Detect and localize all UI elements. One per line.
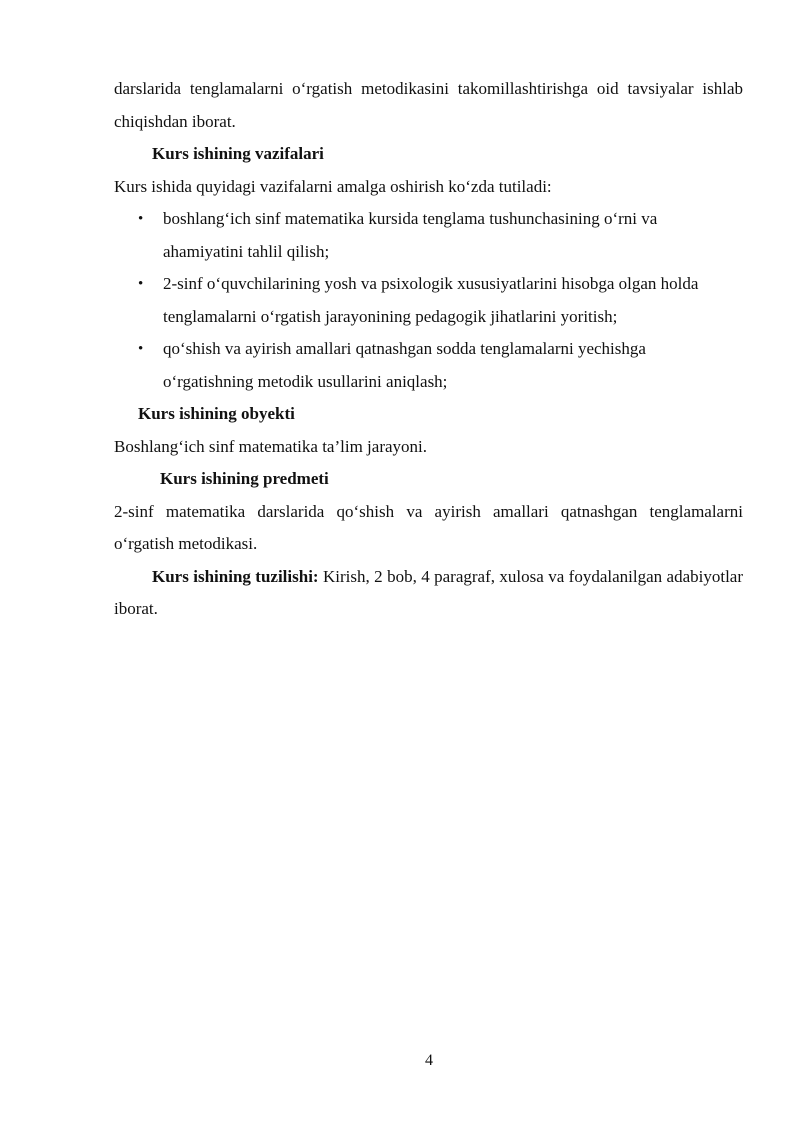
bullet-icon: • (138, 211, 144, 227)
intro-continuation-paragraph: darslarida tenglamalarni o‘rgatish metodikasini takomillashtirishga oid tavsiyalar ishlab chiqishdan iborat. (114, 79, 743, 131)
bullet-icon: • (138, 276, 144, 292)
structure-text: Kirish, 2 bob, 4 paragraf, xulosa va foydalanilgan adabiyotlar iborat. (114, 566, 743, 618)
list-item-text: 2-sinf o‘quvchilarining yosh va psixologik xususiyatlarini hisobga olgan holda tenglamalarni o‘rgatish jarayonining pedagogik jihatlarini yoritish; (163, 274, 699, 326)
page-number: 4 (425, 1052, 433, 1069)
subject-paragraph: 2-sinf matematika darslarida qo‘shish va ayirish amallari qatnashgan tenglamalarni o‘rgatish metodikasi. (114, 501, 743, 553)
object-heading: Kurs ishining obyekti (138, 404, 295, 423)
list-item (114, 268, 743, 333)
bullet-icon: • (138, 341, 144, 357)
object-paragraph: Boshlang‘ich sinf matematika ta’lim jarayoni. (114, 436, 427, 456)
tasks-heading: Kurs ishining vazifalari (152, 144, 324, 163)
list-item (114, 203, 743, 268)
list-item (114, 333, 743, 398)
list-item-text: boshlang‘ich sinf matematika kursida tenglama tushunchasining o‘rni va ahamiyatini tahlil qilish; (163, 209, 658, 261)
structure-label: Kurs ishining tuzilishi: (152, 566, 319, 586)
structure-paragraph (114, 561, 743, 626)
tasks-intro-paragraph: Kurs ishida quyidagi vazifalarni amalga oshirish ko‘zda tutiladi: (114, 176, 552, 196)
document-body (114, 73, 743, 626)
tasks-list (114, 203, 743, 398)
subject-heading: Kurs ishining predmeti (160, 469, 329, 488)
list-item-text: qo‘shish va ayirish amallari qatnashgan sodda tenglamalarni yechishga o‘rgatishning metodik usullarini aniqlash; (163, 339, 646, 391)
